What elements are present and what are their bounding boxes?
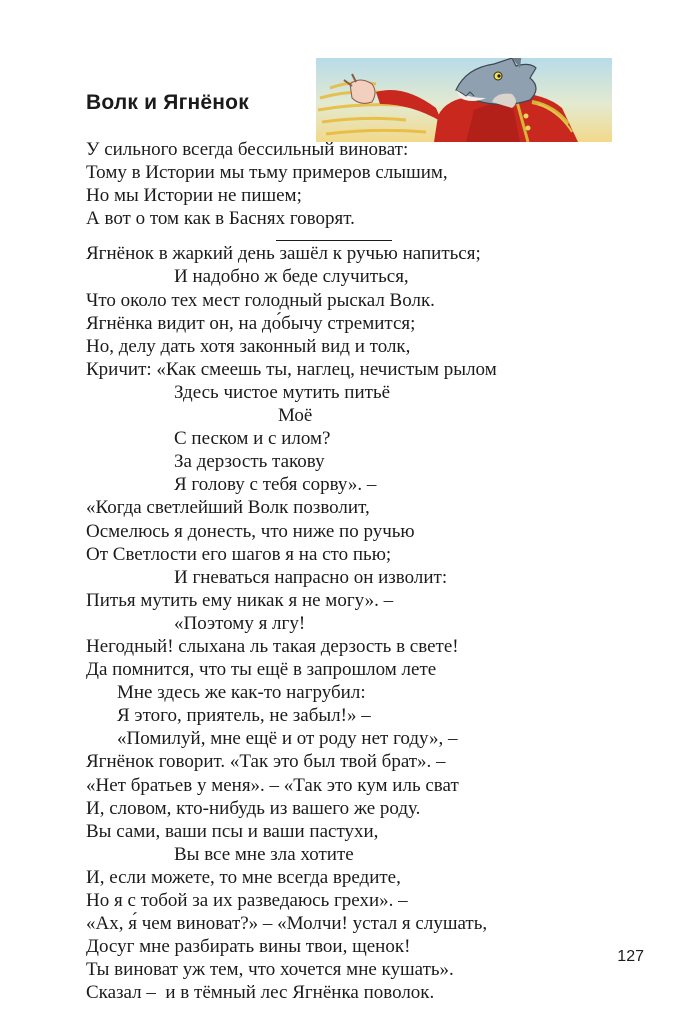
poem-line: Моё [278,405,313,427]
poem-line: У сильного всегда бессильный виноват: [86,139,409,160]
poem-line: Но я с тобой за их разведаюсь грехи». – [86,890,408,911]
poem-line: Вы сами, ваши псы и ваши пастухи, [86,820,379,842]
poem-line: Досуг мне разбирать вины твои, щенок! [86,936,411,958]
poem-line: «Помилуй, мне ещё и от роду нет году», – [117,728,458,750]
poem-line: Да помнится, что ты ещё в запрошлом лете [86,659,437,681]
poem-line: Ты виноват уж тем, что хочется мне кушать». [86,959,454,981]
poem-line: Питья мутить ему никак я не могу». – [86,589,394,611]
poem-line: И надобно ж беде случиться, [174,266,409,288]
poem-title: Волк и Ягнёнок [86,91,249,114]
poem-line: И, если можете, то мне всегда вредите, [86,866,401,888]
poem-line: Но мы Истории не пишем; [86,185,302,207]
poem-line: Ягнёнка видит он, на до́бычу стремится; [86,312,416,334]
poem-line: Кричит: «Как смеешь ты, наглец, нечистым рылом [86,358,497,380]
page-number: 127 [617,948,644,965]
poem-line: Тому в Истории мы тьму примеров слышим, [86,162,448,184]
poem-line: Я этого, приятель, не забыл!» – [117,705,371,727]
poem-line: Но, делу дать хотя законный вид и толк, [86,335,411,357]
poem-line: И, словом, кто-нибудь из вашего же роду. [86,797,421,819]
poem-line: И гневаться напрасно он изволит: [174,566,448,588]
poem-text [86,138,497,1004]
poem-line: «Поэтому я лгу! [174,612,306,634]
poem-line: С песком и с илом? [174,428,331,450]
poem-line: Я голову с тебя сорву». – [174,474,377,496]
poem-line: «Нет братьев у меня». – «Так это кум иль сват [86,774,459,796]
poem-line: Здесь чистое мутить питьё [174,381,391,403]
poem-line: «Ах, я́ чем виноват?» – «Молчи! устал я слушать, [86,913,488,935]
poem-line: Ягнёнок в жаркий день зашёл к ручью напиться; [86,243,481,265]
poem-line: Осмелюсь я донесть, что ниже по ручью [86,520,415,542]
section-divider [276,240,392,241]
poem-line: От Светлости его шагов я на сто пью; [86,543,392,565]
poem-line: Что около тех мест голодный рыскал Волк. [86,289,435,311]
poem-line: За дерзость такову [174,451,325,473]
poem-line: «Когда светлейший Волк позволит, [86,497,370,519]
poem-line: Мне здесь же как-то нагрубил: [117,682,366,704]
poem-line: Ягнёнок говорит. «Так это был твой брат». – [86,751,446,773]
poem-line: А вот о том как в Баснях говорят. [86,208,355,230]
poem-line: Вы все мне зла хотите [174,843,354,865]
wolf-illustration-icon [316,58,612,142]
poem-line: Негодный! слыхана ль такая дерзость в свете! [86,635,459,657]
poem-line: Сказал – и в тёмный лес Ягнёнка поволок. [86,982,435,1004]
